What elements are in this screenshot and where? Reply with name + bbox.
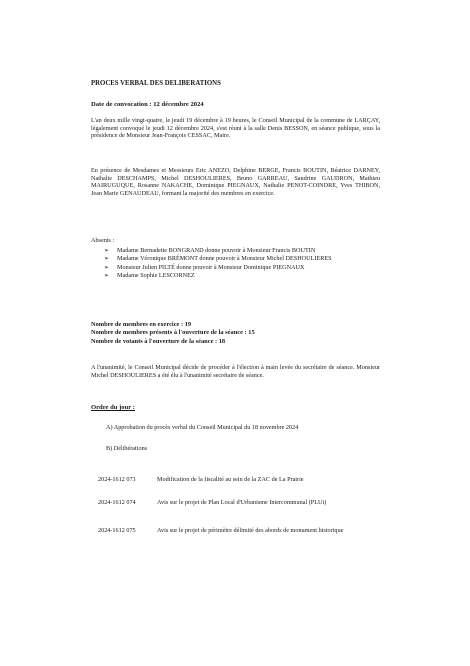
presence-paragraph bbox=[91, 167, 380, 197]
deliberation-text: Avis sur le projet de Plan Local d'Urbanisme Intercommunal (PLUi) bbox=[157, 499, 327, 506]
presence-text: En présence de Mesdames et Messieurs Eric ANEZO, Delphine BERGE, Francis BOUTIN, Béatrice DARNEY, Nathalie DESCHAMPS, Michel DESHOULIERES, Bruno GARREAU, Sandrine GAUDRON, Mathieu MAIRUGUQUE, Rosanne NAKACHE, Dominique PIEGNAUX, Nathalie PENOT-COINDRE, Yves THIBON, Jean Marie GENAUDEAU, formant la majorité des membres en exercice. bbox=[91, 167, 380, 197]
intro-text: L'an deux mille vingt-quatre, le jeudi 19 décembre à 19 heures, le Conseil Municipal de la commune de LARÇAY, légalement convoqué le jeudi 12 décembre 2024, s'est réuni à la salle Denis BESSON, en séance publique, sous la présidence de Monsieur Jean-François CESSAC, Maire. bbox=[91, 117, 380, 140]
count-members: Nombre de membres en exercice : 19 bbox=[91, 321, 192, 328]
absent-item bbox=[91, 255, 383, 263]
ordre-title: Ordre du jour : bbox=[91, 404, 135, 411]
deliberation-code: 2024-1612 075 bbox=[98, 527, 136, 534]
secretaire-paragraph bbox=[91, 364, 380, 379]
absent-item-text: Madame Bernadette BONGRAND donne pouvoir à Monsieur Francis BOUTIN bbox=[117, 246, 316, 254]
intro-paragraph bbox=[91, 117, 380, 140]
arrow-bullet-icon: ➢ bbox=[104, 272, 110, 280]
arrow-bullet-icon: ➢ bbox=[104, 263, 110, 271]
convocation-date: Date de convocation : 12 décembre 2024 bbox=[91, 101, 204, 108]
deliberation-code: 2024-1612 074 bbox=[98, 499, 136, 506]
arrow-bullet-icon: ➢ bbox=[104, 246, 110, 254]
absent-item-text: Madame Véronique BRÉMONT donne pouvoir à Monsieur Michel DESHOULIERES bbox=[117, 255, 332, 263]
absent-item-text: Madame Sophie LESCORNEZ bbox=[117, 272, 195, 280]
absent-item bbox=[91, 272, 383, 280]
deliberations-list bbox=[0, 476, 470, 576]
document-title: PROCES VERBAL DES DELIBERATIONS bbox=[91, 80, 221, 87]
deliberation-text: Avis sur le projet de périmètre délimité des abords de monument historique bbox=[157, 527, 344, 534]
absents-section bbox=[91, 237, 383, 281]
absents-list bbox=[91, 247, 383, 280]
agenda-item-b: B) Délibérations bbox=[106, 445, 148, 452]
agenda-item-a: A) Approbation du procès verbal du Conseil Municipal du 18 novembre 2024 bbox=[106, 424, 299, 431]
count-present: Nombre de membres présents à l'ouverture de la séance : 15 bbox=[91, 329, 255, 337]
deliberation-code: 2024-1612 073 bbox=[98, 476, 136, 483]
deliberation-text: Modification de la fiscalité au sein de la ZAC de La Prairie bbox=[157, 476, 304, 483]
arrow-bullet-icon: ➢ bbox=[104, 255, 110, 263]
absent-item bbox=[91, 247, 383, 255]
absents-label: Absents : bbox=[91, 237, 115, 244]
count-voters: Nombre de votants à l'ouverture de la séance : 18 bbox=[91, 337, 226, 345]
member-counts bbox=[91, 321, 255, 346]
secretaire-text: A l'unanimité, le Conseil Municipal décide de procéder à l'élection à main levée du secrétaire de séance. Monsieur Michel DESHOULIERES a été élu à l'unanimité secrétaire de séance. bbox=[91, 364, 380, 379]
absent-item-text: Monsieur Julien PILTÉ donne pouvoir à Monsieur Dominique PIEGNAUX bbox=[117, 263, 305, 271]
absent-item bbox=[91, 264, 383, 272]
